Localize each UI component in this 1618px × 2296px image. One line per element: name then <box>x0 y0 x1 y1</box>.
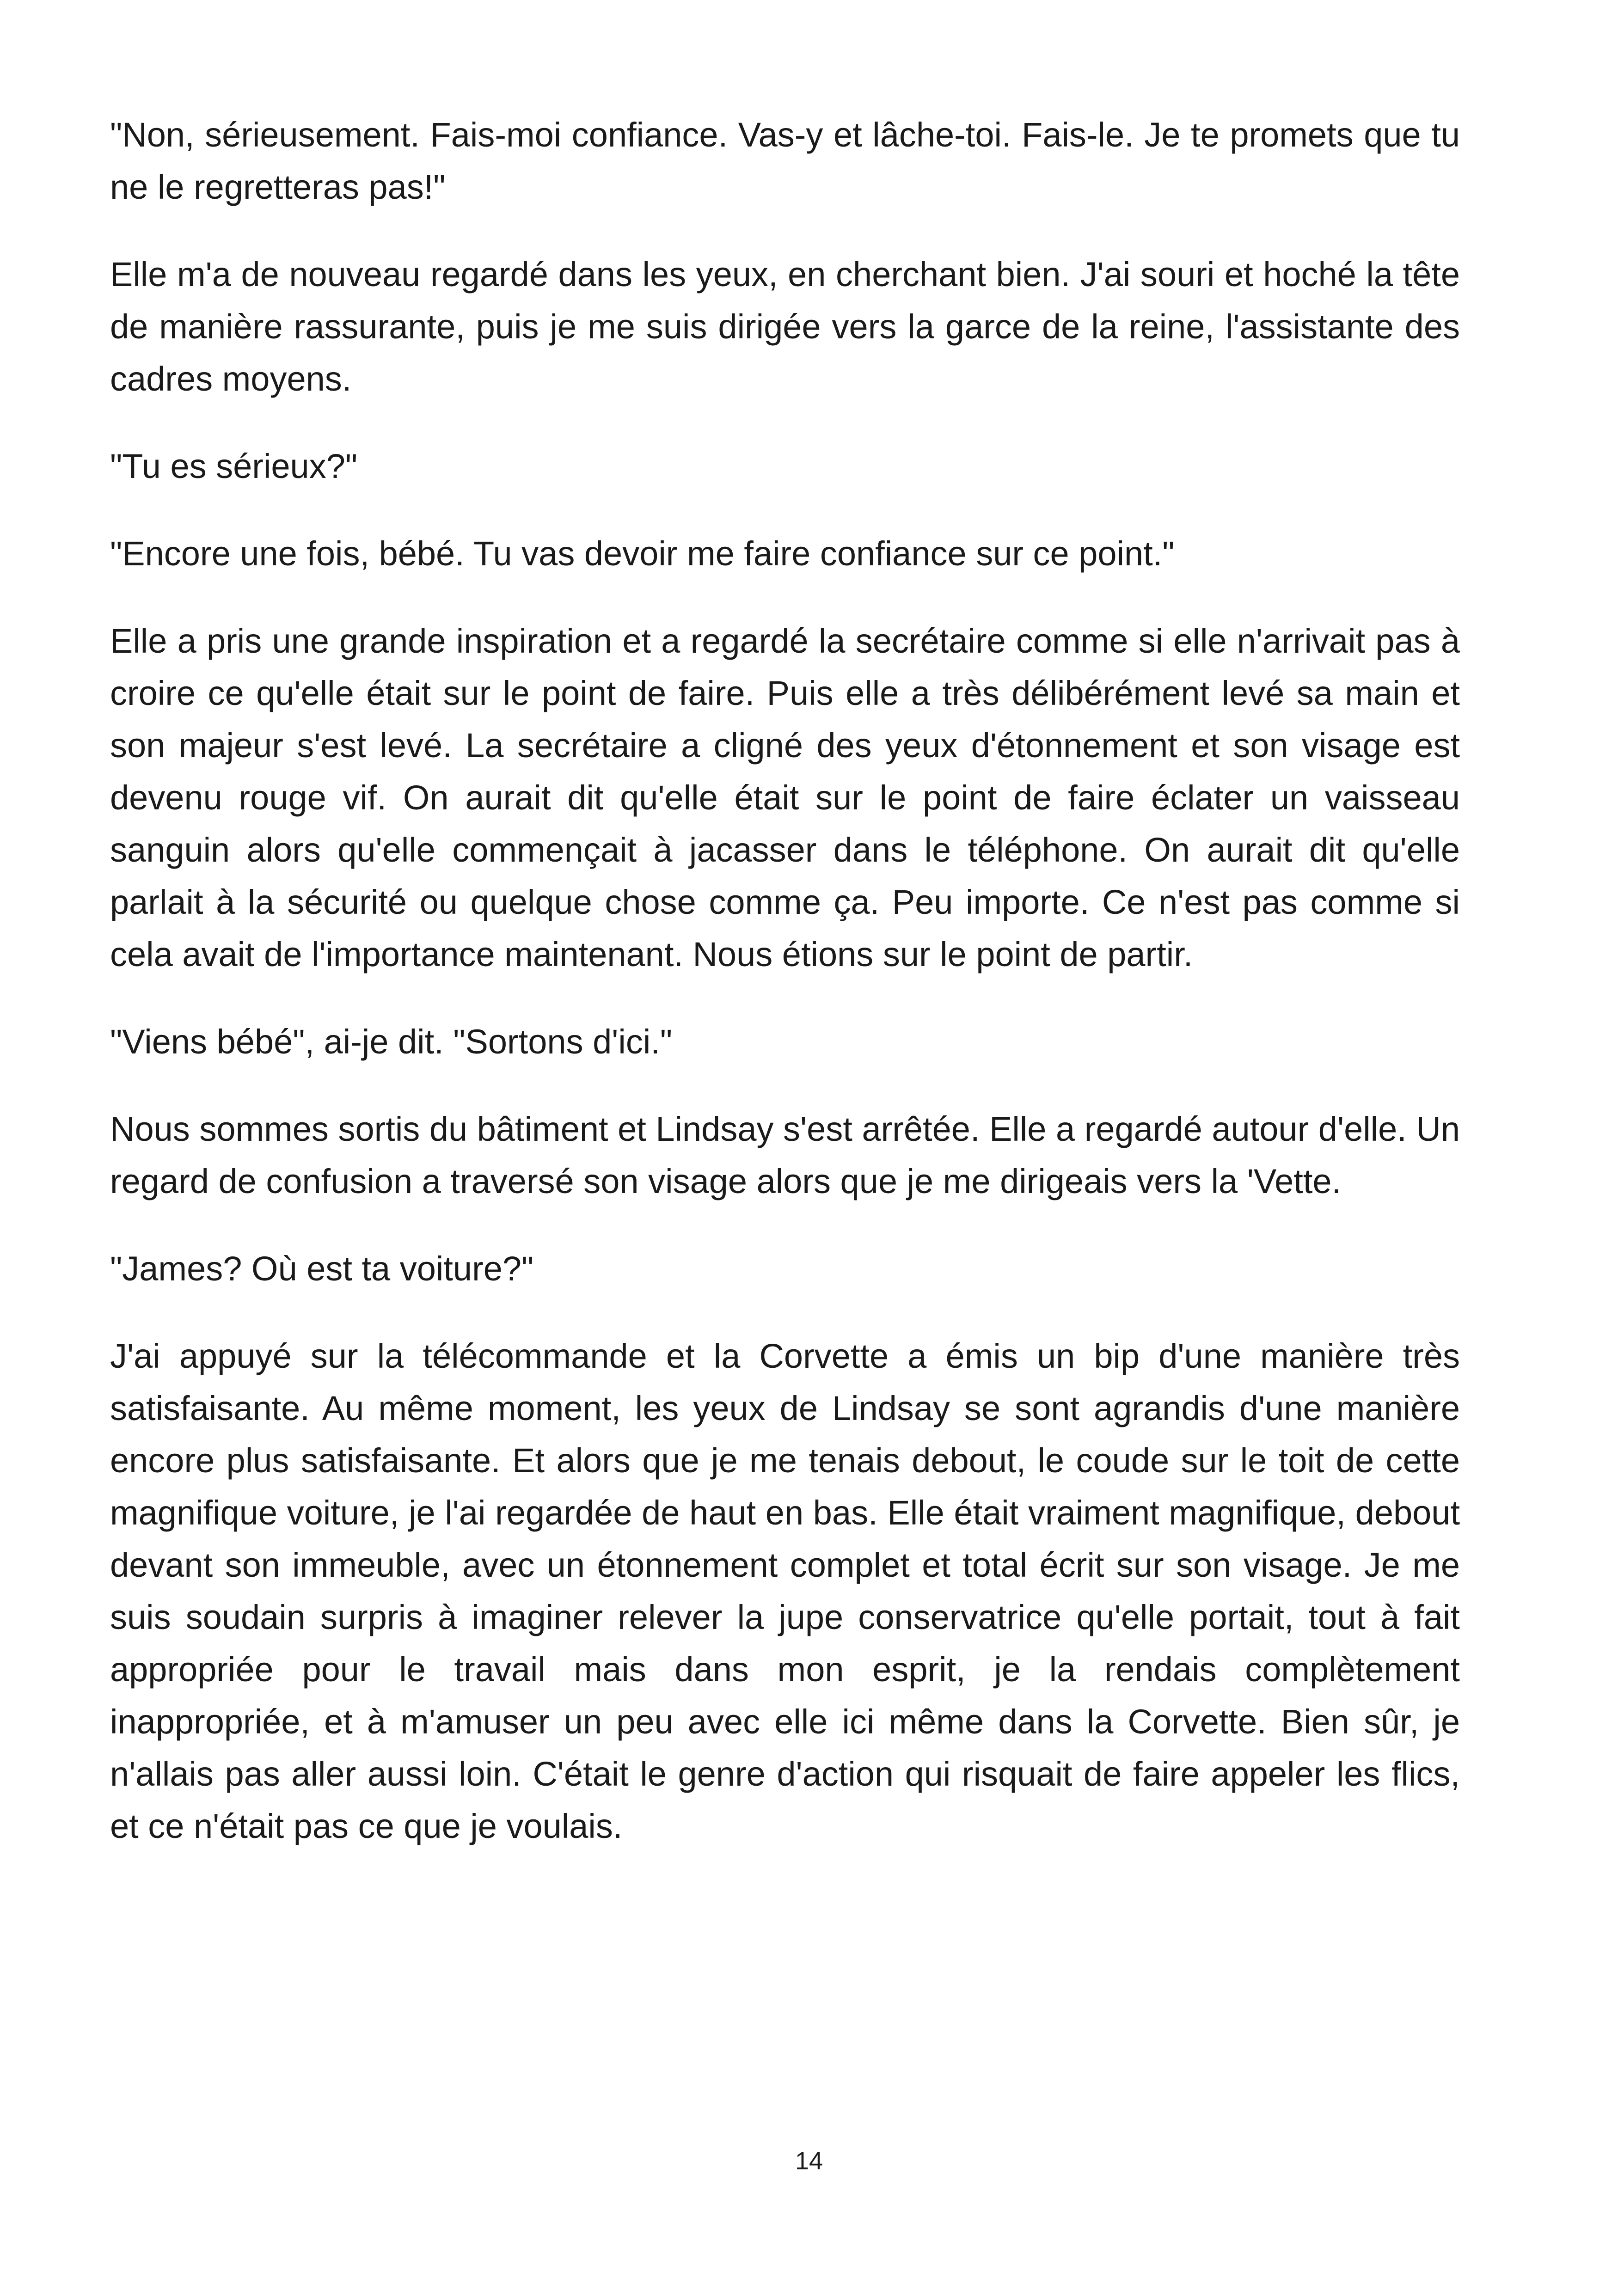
paragraph: "Tu es sérieux?" <box>110 447 358 485</box>
paragraph: J'ai appuyé sur la télécommande et la Corvette a émis un bip d'une manière très satisfaisante. Au même moment, les yeux de Lindsay se sont agrandis d'une manière encore plus satisfaisante. Et alors que je me tenais debout, le coude sur le toit de cette magnifique voiture, je l'ai regardée de haut en bas. Elle était vraiment magnifique, debout devant son immeuble, avec un étonnement complet et total écrit sur son visage. Je me suis soudain surpris à imaginer relever la jupe conservatrice qu'elle portait, tout à fait appropriée pour le travail mais dans mon esprit, je la rendais complètement inappropriée, et à m'amuser un peu avec elle ici même dans la Corvette. Bien sûr, je n'allais pas aller aussi loin. C'était le genre d'action qui risquait de faire appeler les flics, et ce n'était pas ce que je voulais. <box>110 1337 1460 1845</box>
paragraph: "James? Où est ta voiture?" <box>110 1249 534 1288</box>
paragraph: Elle a pris une grande inspiration et a regardé la secrétaire comme si elle n'arrivait pas à croire ce qu'elle était sur le point de faire. Puis elle a très délibérément levé sa main et son majeur s'est levé. La secrétaire a cligné des yeux d'étonnement et son visage est devenu rouge vif. On aurait dit qu'elle était sur le point de faire éclater un vaisseau sanguin alors qu'elle commençait à jacasser dans le téléphone. On aurait dit qu'elle parlait à la sécurité ou quelque chose comme ça. Peu importe. Ce n'est pas comme si cela avait de l'importance maintenant. Nous étions sur le point de partir. <box>110 622 1460 974</box>
page-number: 14 <box>795 2147 823 2175</box>
paragraph: Nous sommes sortis du bâtiment et Lindsay s'est arrêtée. Elle a regardé autour d'elle. Un regard de confusion a traversé son visage alors que je me dirigeais vers la 'Vette. <box>110 1110 1460 1200</box>
paragraph: Elle m'a de nouveau regardé dans les yeux, en cherchant bien. J'ai souri et hoché la tête de manière rassurante, puis je me suis dirigée vers la garce de la reine, l'assistante des cadres moyens. <box>110 255 1460 398</box>
paragraph: "Non, sérieusement. Fais-moi confiance. Vas-y et lâche-toi. Fais-le. Je te promets que tu ne le regretteras pas!" <box>110 116 1460 206</box>
paragraph: "Viens bébé", ai-je dit. "Sortons d'ici." <box>110 1022 673 1061</box>
paragraph: "Encore une fois, bébé. Tu vas devoir me faire confiance sur ce point." <box>110 534 1175 573</box>
body-text <box>110 109 1460 1852</box>
